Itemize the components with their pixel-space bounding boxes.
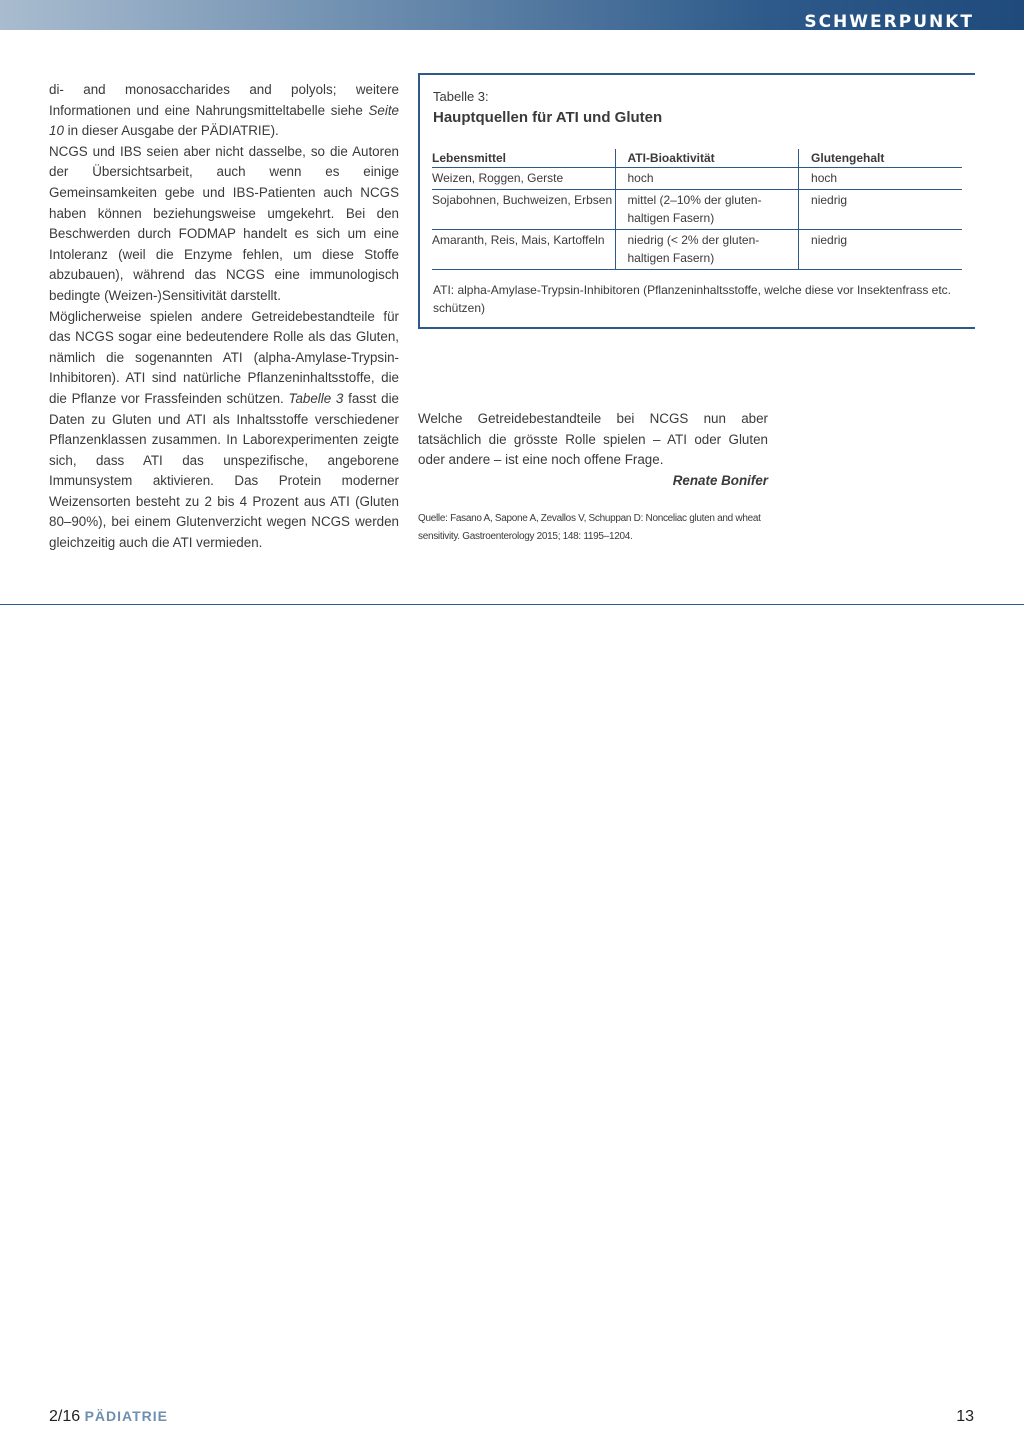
table-header-row bbox=[432, 149, 962, 168]
table-header-cell: ATI-Bioaktivität bbox=[615, 149, 799, 168]
author-name: Renate Bonifer bbox=[672, 472, 768, 488]
table-row bbox=[432, 230, 962, 270]
paragraph-1-text-a: di- and monosaccharides and polyols; weitere Informationen und eine Nahrungsmitteltabelle siehe bbox=[49, 82, 399, 118]
table-reference: Tabelle 3 bbox=[288, 390, 344, 406]
paragraph-3-text-b: fasst die Daten zu Gluten und ATI als Inhaltsstoffe verschiedener Pflanzenklassen zusammen. In Laborexperimenten zeigte sich, dass ATI das unspezifische, angeborene Immunsystem aktivieren. Das Protein moderner Weizensorten besteht zu 2 bis 4 Prozent aus ATI (Gluten 80–90%), bei einem Glutenverzicht wegen NCGS werden gleichzeitig auch die ATI vermieden. bbox=[49, 390, 399, 551]
table-cell: niedrig bbox=[799, 230, 962, 270]
table-cell: hoch bbox=[799, 168, 962, 190]
paragraph-3 bbox=[49, 307, 399, 554]
table-footnote: ATI: alpha-Amylase-Trypsin-Inhibitoren (Pflanzeninhaltsstoffe, welche diese vor Insektenfrass etc. schützen) bbox=[433, 283, 952, 315]
table-cell: hoch bbox=[615, 168, 799, 190]
table-row bbox=[432, 190, 962, 230]
closing-paragraph: Welche Getreidebestandteile bei NCGS nun aber tatsächlich die grösste Rolle spielen – ATI oder Gluten oder andere – ist eine noch offene Frage. bbox=[418, 411, 768, 468]
source-citation: Quelle: Fasano A, Sapone A, Zevallos V, Schuppan D: Nonceliac gluten and wheat sensitivity. Gastroenterology 2015; 148: 1195–1204. bbox=[418, 513, 761, 542]
left-column bbox=[49, 80, 399, 554]
table-title: Hauptquellen für ATI und Gluten bbox=[433, 109, 663, 126]
table-cell: mittel (2–10% der gluten-haltigen Fasern) bbox=[615, 190, 799, 230]
footer-issue bbox=[49, 1408, 168, 1426]
table-cell: niedrig bbox=[799, 190, 962, 230]
table-header-cell: Lebensmittel bbox=[432, 149, 615, 168]
issue-number: 2/16 bbox=[49, 1408, 81, 1425]
table-cell: Amaranth, Reis, Mais, Kartoffeln bbox=[432, 230, 615, 270]
table-cell: niedrig (< 2% der gluten-haltigen Fasern) bbox=[615, 230, 799, 270]
table-row bbox=[432, 168, 962, 190]
page-reference: Seite 10 bbox=[49, 102, 399, 139]
data-table bbox=[432, 149, 962, 270]
table-label: Tabelle 3: bbox=[433, 89, 489, 104]
section-label: SCHWERPUNKT bbox=[804, 12, 974, 32]
paragraph-2: NCGS und IBS seien aber nicht dasselbe, so die Autoren der Übersichtsarbeit, auch wenn es einige Gemeinsamkeiten gebe und IBS-Patienten auch NCGS haben können beziehungsweise umgekehrt. Bei den Beschwerden durch FODMAP handelt es sich um eine Intoleranz (weil die Enzyme fehlen, um diese Stoffe abzubauen), während das NCGS eine immunologisch bedingte (Weizen-)Sensitivität darstellt. bbox=[49, 143, 399, 303]
table-cell: Sojabohnen, Buchweizen, Erbsen bbox=[432, 190, 615, 230]
right-column bbox=[418, 409, 768, 491]
page-number: 13 bbox=[956, 1408, 974, 1425]
paragraph-1 bbox=[49, 80, 399, 142]
table-cell: Weizen, Roggen, Gerste bbox=[432, 168, 615, 190]
journal-brand: PÄDIATRIE bbox=[84, 1408, 169, 1424]
section-divider bbox=[0, 604, 1024, 605]
table-header-cell: Glutengehalt bbox=[799, 149, 962, 168]
paragraph-3-text-a: Möglicherweise spielen andere Getreidebestandteile für das NCGS sogar eine bedeutendere Rolle als das Gluten, nämlich die sogenannten ATI (alpha-Amylase-Trypsin-Inhibitoren). ATI sind natürliche Pflanzeninhaltsstoffe, die die Pflanze vor Frassfeinden schützen. bbox=[49, 308, 399, 406]
paragraph-1-text-b: in dieser Ausgabe der PÄDIATRIE). bbox=[63, 123, 279, 139]
table-box bbox=[418, 73, 975, 329]
